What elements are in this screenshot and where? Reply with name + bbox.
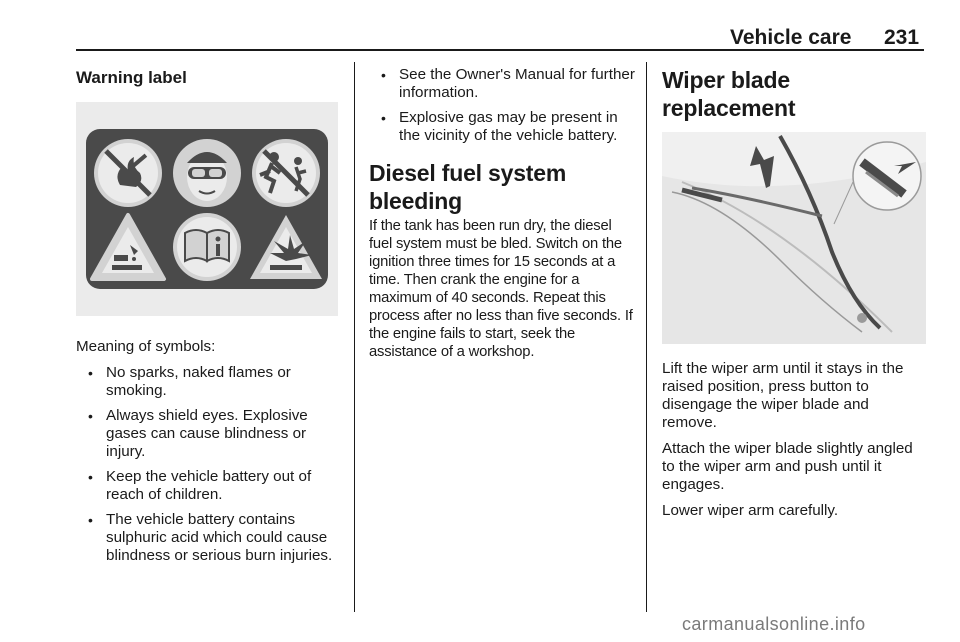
bullet-icon: • <box>381 110 386 126</box>
list-item <box>76 511 348 565</box>
keep-children-away-icon <box>252 139 320 207</box>
column-3 <box>662 62 926 528</box>
diesel-bleeding-body: If the tank has been run dry, the diesel fuel system must be bled. Switch on the ignition three times for 15 seconds at a time. Then crank the engine for a maximum of 40 seconds. Repeat this process after no less than five seconds. If the engine fails to start, seek the assistance of a workshop. <box>369 218 633 360</box>
list-item <box>76 364 348 400</box>
column-divider-1 <box>354 62 355 612</box>
list-item <box>369 66 637 102</box>
symbols-intro: Meaning of symbols: <box>76 338 216 355</box>
no-flames-icon <box>94 139 162 207</box>
diesel-bleeding-heading: Diesel fuel system bleeding <box>369 160 567 214</box>
list-item-text: The vehicle battery contains sulphuric acid which could cause blindness or serious burn injuries. <box>106 511 333 564</box>
list-item <box>76 407 348 461</box>
watermark: carmanualsonline.info <box>682 614 866 634</box>
wiper-figure <box>662 132 926 344</box>
column-1 <box>76 62 348 572</box>
bullet-icon: • <box>381 67 386 83</box>
paragraph: Attach the wiper blade slightly angled to the wiper arm and push until it engages. <box>662 440 913 493</box>
paragraph: Lower wiper arm carefully. <box>662 502 839 519</box>
list-item <box>369 109 637 145</box>
paragraph: Lift the wiper arm until it stays in the raised position, press button to disengage the wiper blade and remove. <box>662 360 904 431</box>
manual-icon <box>173 213 241 281</box>
symbols-list-continued <box>369 66 637 145</box>
eye-protection-icon <box>173 139 241 207</box>
column-divider-2 <box>646 62 647 612</box>
warning-label-figure <box>76 102 338 316</box>
list-item-text: Explosive gas may be present in the vicinity of the vehicle battery. <box>399 109 618 144</box>
list-item-text: No sparks, naked flames or smoking. <box>106 364 291 399</box>
section-title: Vehicle care <box>730 26 852 49</box>
bullet-icon: • <box>88 469 93 485</box>
list-item-text: See the Owner's Manual for further information. <box>399 66 635 101</box>
list-item <box>76 468 348 504</box>
wiper-replacement-heading: Wiper blade replacement <box>662 67 796 121</box>
warning-label-illustration <box>84 127 330 291</box>
symbols-list <box>76 364 348 565</box>
page-number: 231 <box>884 26 920 49</box>
header-rule <box>76 49 924 51</box>
wiper-instructions <box>662 360 926 520</box>
bullet-icon: • <box>88 408 93 424</box>
list-item-text: Always shield eyes. Explosive gases can cause blindness or injury. <box>106 407 308 460</box>
wiper-illustration <box>662 132 926 344</box>
column-2 <box>369 62 637 361</box>
warning-label-heading: Warning label <box>76 68 187 87</box>
list-item-text: Keep the vehicle battery out of reach of children. <box>106 468 312 503</box>
bullet-icon: • <box>88 512 93 528</box>
bullet-icon: • <box>88 365 93 381</box>
